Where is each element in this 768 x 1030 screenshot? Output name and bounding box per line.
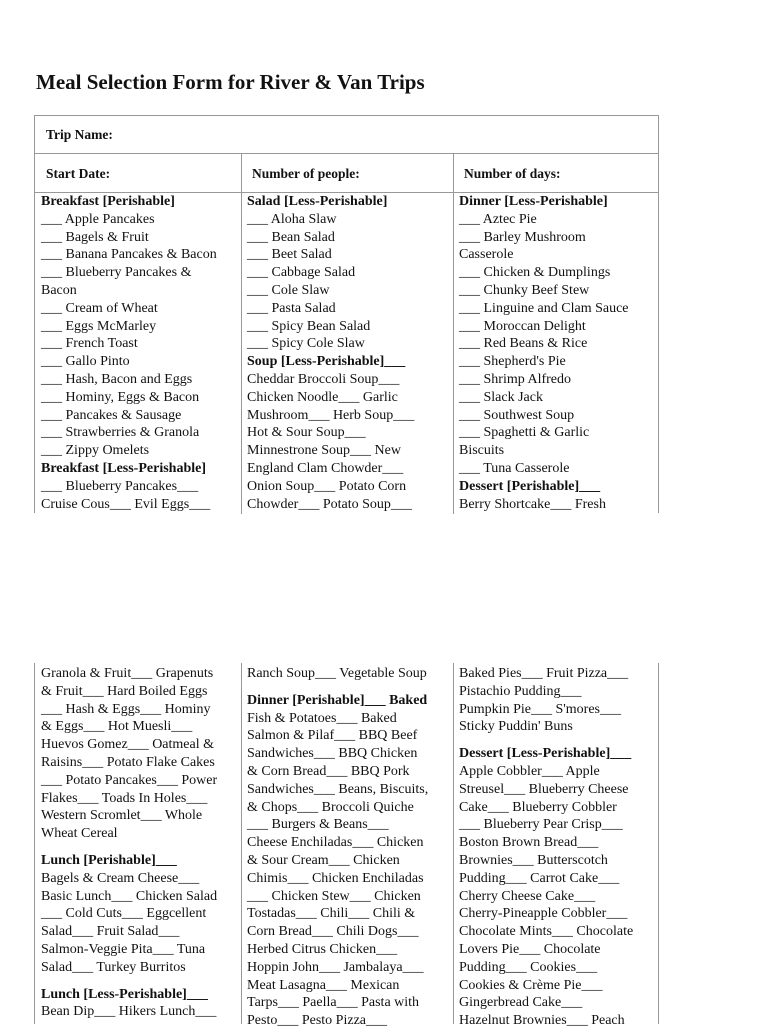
meal-option[interactable]: Lovers Pie___ Chocolate — [459, 941, 601, 957]
meal-option[interactable]: Berry Shortcake___ Fresh — [459, 496, 606, 512]
meal-option[interactable]: ___ Spaghetti & Garlic — [459, 425, 590, 441]
meal-option[interactable]: Chicken Noodle___ Garlic — [247, 389, 398, 405]
column-divider — [453, 154, 454, 193]
top-column-1 — [41, 193, 239, 513]
meal-option[interactable]: ___ Shrimp Alfredo — [459, 371, 571, 387]
section-heading: Dinner [Less-Perishable] — [459, 194, 608, 209]
meal-option[interactable]: ___ Moroccan Delight — [459, 318, 586, 334]
meal-option[interactable]: ___ Cole Slaw — [247, 282, 330, 298]
meal-option[interactable]: ___ Chicken & Dumplings — [459, 265, 611, 281]
meal-option[interactable]: ___ Blueberry Pear Crisp___ — [459, 817, 623, 833]
meal-option[interactable]: Casserole — [459, 247, 514, 263]
meal-option[interactable]: ___ Red Beans & Rice — [459, 336, 588, 352]
meal-option[interactable]: ___ Aztec Pie — [459, 211, 537, 227]
section-heading: Breakfast [Less-Perishable] — [41, 460, 206, 476]
meal-option[interactable]: Cookies & Crème Pie___ — [459, 977, 603, 993]
meal-option[interactable]: ___ Hash, Bacon and Eggs — [41, 371, 193, 387]
meal-option[interactable]: ___ Spicy Bean Salad — [247, 318, 371, 334]
meal-option[interactable]: Biscuits — [459, 443, 505, 459]
start-date-label[interactable]: Start Date: — [46, 166, 111, 181]
meal-option[interactable]: ___ Barley Mushroom — [459, 229, 586, 245]
meal-option[interactable]: Cake___ Blueberry Cobbler — [459, 799, 617, 815]
top-column-2 — [247, 193, 451, 513]
meal-option[interactable]: ___ Potato Pancakes___ Power — [41, 772, 218, 788]
meal-option[interactable]: ___ Cabbage Salad — [247, 265, 356, 281]
meal-option[interactable]: Granola & Fruit___ Grapenuts — [41, 666, 214, 681]
column-divider — [241, 154, 242, 193]
meal-option[interactable]: Raisins___ Potato Flake Cakes — [41, 754, 215, 770]
meal-option[interactable]: Sandwiches___ BBQ Chicken — [247, 746, 418, 762]
meal-option[interactable]: & Chops___ Broccoli Quiche — [247, 799, 414, 815]
meal-option[interactable]: ___ Aloha Slaw — [247, 211, 337, 227]
meal-option[interactable]: Bagels & Cream Cheese___ — [41, 870, 200, 886]
meal-option[interactable]: Cruise Cous___ Evil Eggs___ — [41, 496, 211, 512]
meal-option[interactable]: ___ Pasta Salad — [247, 300, 336, 316]
meal-option[interactable]: Hoppin John___ Jambalaya___ — [247, 959, 424, 975]
meal-option[interactable]: Pistachio Pudding___ — [459, 683, 582, 699]
meal-option[interactable]: ___ Gallo Pinto — [41, 354, 130, 370]
meal-option[interactable]: Streusel___ Blueberry Cheese — [459, 781, 629, 797]
meal-option[interactable]: Onion Soup___ Potato Corn — [247, 478, 407, 494]
meal-option[interactable]: ___ Bagels & Fruit — [41, 229, 149, 245]
num-people-label[interactable]: Number of people: — [252, 166, 360, 181]
meal-option[interactable]: Brownies___ Butterscotch — [459, 852, 608, 868]
meal-option[interactable]: ___ Blueberry Pancakes___ — [41, 478, 199, 494]
meal-option[interactable]: Hot & Sour Soup___ — [247, 425, 366, 441]
meal-option[interactable]: Cherry-Pineapple Cobbler___ — [459, 906, 628, 922]
section-heading: Lunch [Perishable]___ — [41, 852, 177, 868]
meal-option[interactable]: Ranch Soup___ Vegetable Soup — [247, 666, 427, 681]
meal-option[interactable]: ___ Strawberries & Granola — [41, 425, 200, 441]
meal-option[interactable]: Pudding___ Carrot Cake___ — [459, 870, 620, 886]
top-column-3 — [459, 193, 658, 513]
spacer — [41, 843, 239, 852]
meal-option[interactable]: Apple Cobbler___ Apple — [459, 763, 600, 779]
trip-info-row — [35, 154, 658, 193]
num-days-label[interactable]: Number of days: — [464, 166, 561, 181]
section-heading: Dinner [Perishable]___ Baked — [247, 692, 428, 708]
meal-option[interactable]: ___ Chunky Beef Stew — [459, 282, 590, 298]
meal-option[interactable]: ___ Spicy Cole Slaw — [247, 336, 365, 352]
meal-option[interactable]: Cheddar Broccoli Soup___ — [247, 371, 400, 387]
meal-option[interactable]: Tostadas___ Chili___ Chili & — [247, 906, 416, 922]
meal-option[interactable]: Sticky Puddin' Buns — [459, 719, 573, 735]
meal-option[interactable]: Bean Dip___ Hikers Lunch___ — [41, 1004, 217, 1020]
section-heading: Dessert [Perishable]___ — [459, 478, 601, 494]
meal-option[interactable]: Meat Lasagna___ Mexican — [247, 977, 400, 993]
meal-option[interactable]: ___ Hominy, Eggs & Bacon — [41, 389, 200, 405]
meal-option[interactable]: ___ Pancakes & Sausage — [41, 407, 182, 423]
meal-option[interactable]: ___ Slack Jack — [459, 389, 543, 405]
meal-option[interactable]: Western Scromlet___ Whole — [41, 808, 203, 824]
meal-option[interactable]: Pudding___ Cookies___ — [459, 959, 598, 975]
meal-option[interactable]: Basic Lunch___ Chicken Salad — [41, 888, 218, 904]
meal-option[interactable]: Bacon — [41, 282, 77, 298]
meal-option[interactable]: ___ Burgers & Beans___ — [247, 817, 389, 833]
meal-option[interactable]: Salad___ Turkey Burritos — [41, 959, 186, 975]
meal-option[interactable]: Salmon & Pilaf___ BBQ Beef — [247, 728, 418, 744]
meal-option[interactable]: Mushroom___ Herb Soup___ — [247, 407, 415, 423]
meal-option[interactable]: & Sour Cream___ Chicken — [247, 852, 400, 868]
meal-option[interactable]: ___ Blueberry Pancakes & — [41, 265, 192, 281]
meal-option[interactable]: Chowder___ Potato Soup___ — [247, 496, 412, 512]
meal-option[interactable]: & Fruit___ Hard Boiled Eggs — [41, 683, 208, 699]
spacer — [459, 736, 658, 745]
meal-option[interactable]: ___ Cream of Wheat — [41, 300, 158, 316]
meal-option[interactable]: Sandwiches___ Beans, Biscuits, — [247, 781, 429, 797]
trip-name-label: Trip Name: — [46, 127, 113, 142]
bottom-column-3 — [459, 665, 658, 1030]
meal-option[interactable]: Gingerbread Cake___ — [459, 995, 583, 1011]
meal-option[interactable]: Salmon-Veggie Pita___ Tuna — [41, 941, 206, 957]
meal-form-table-bottom — [34, 663, 659, 1029]
page-title: Meal Selection Form for River & Van Trips — [36, 70, 425, 94]
meal-option[interactable]: Flakes___ Toads In Holes___ — [41, 790, 208, 806]
spacer — [41, 977, 239, 986]
meal-option[interactable]: Wheat Cereal — [41, 826, 118, 842]
bottom-column-2 — [247, 665, 451, 1030]
section-heading: Soup [Less-Perishable]___ — [247, 354, 406, 370]
meal-option[interactable]: ___ Tuna Casserole — [459, 460, 570, 476]
meal-option[interactable]: ___ Southwest Soup — [459, 407, 575, 423]
meal-option[interactable]: Salad___ Fruit Salad___ — [41, 924, 180, 940]
meal-option[interactable]: ___ Apple Pancakes — [41, 211, 155, 227]
section-heading: Breakfast [Perishable] — [41, 194, 175, 209]
bottom-column-1 — [41, 665, 239, 1021]
section-heading: Dessert [Less-Perishable]___ — [459, 746, 632, 762]
spacer — [247, 683, 451, 692]
meal-option[interactable]: ___ Zippy Omelets — [41, 443, 150, 459]
meal-option[interactable]: ___ Bean Salad — [247, 229, 335, 245]
meal-option[interactable]: Huevos Gomez___ Oatmeal & — [41, 737, 215, 753]
column-divider — [453, 193, 454, 514]
meal-form-table-top — [34, 115, 659, 513]
meal-option[interactable]: Pesto___ Pesto Pizza___ — [247, 1013, 387, 1029]
column-divider — [241, 193, 242, 514]
meal-option[interactable]: ___ Cold Cuts___ Eggcellent — [41, 906, 207, 922]
meal-option[interactable]: Pumpkin Pie___ S'mores___ — [459, 701, 621, 717]
meal-option[interactable]: Hazelnut Brownies___ Peach — [459, 1013, 625, 1029]
meal-option[interactable]: Tarps___ Paella___ Pasta with — [247, 995, 420, 1011]
meal-option[interactable]: Chimis___ Chicken Enchiladas — [247, 870, 424, 886]
column-divider — [241, 663, 242, 1024]
meal-option[interactable]: Boston Brown Bread___ — [459, 835, 599, 851]
meal-option[interactable]: ___ Chicken Stew___ Chicken — [247, 888, 421, 904]
meal-option[interactable]: Cheese Enchiladas___ Chicken — [247, 835, 424, 851]
meal-option[interactable]: ___ Beet Salad — [247, 247, 332, 263]
section-heading: Lunch [Less-Perishable]___ — [41, 986, 208, 1002]
meal-option[interactable]: & Corn Bread___ BBQ Pork — [247, 763, 410, 779]
meal-option[interactable]: ___ Linguine and Clam Sauce — [459, 300, 629, 316]
trip-name-row[interactable] — [35, 116, 658, 154]
meal-option[interactable]: Baked Pies___ Fruit Pizza___ — [459, 666, 629, 681]
meal-option[interactable]: Herbed Citrus Chicken___ — [247, 941, 398, 957]
column-divider — [453, 663, 454, 1024]
meal-option[interactable]: Corn Bread___ Chili Dogs___ — [247, 924, 419, 940]
meal-option[interactable]: England Clam Chowder___ — [247, 460, 404, 476]
meal-option[interactable]: ___ Eggs McMarley — [41, 318, 157, 334]
meal-option[interactable]: Minnestrone Soup___ New — [247, 443, 401, 459]
meal-option[interactable]: ___ French Toast — [41, 336, 138, 352]
meal-option[interactable]: ___ Shepherd's Pie — [459, 354, 566, 370]
meal-option[interactable]: & Eggs___ Hot Muesli___ — [41, 719, 193, 735]
meal-option[interactable]: Cherry Cheese Cake___ — [459, 888, 596, 904]
meal-option[interactable]: ___ Banana Pancakes & Bacon — [41, 247, 217, 263]
meal-option[interactable]: Fish & Potatoes___ Baked — [247, 710, 397, 726]
meal-option[interactable]: Chocolate Mints___ Chocolate — [459, 924, 634, 940]
section-heading: Salad [Less-Perishable] — [247, 194, 388, 209]
meal-option[interactable]: ___ Hash & Eggs___ Hominy — [41, 701, 211, 717]
